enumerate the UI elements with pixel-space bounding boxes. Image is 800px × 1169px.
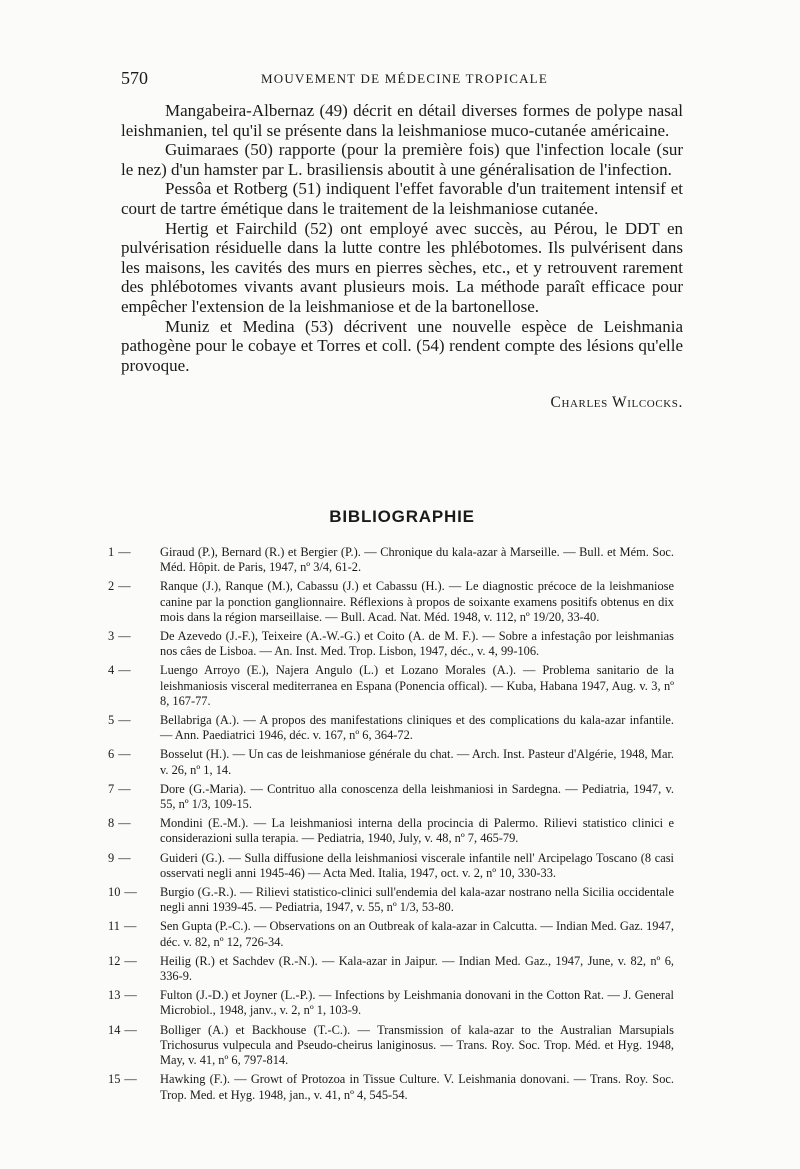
- entry-number: 7: [108, 781, 115, 796]
- entry-number: 14: [108, 1022, 121, 1037]
- entry-text: Ranque (J.), Ranque (M.), Cabassu (J.) et Cabassu (H.). — Le diagnostic précoce de la leishmaniose canine par la ponction ganglionnaire. Réflexions à propos de soixante examens positifs obtenus en dix mois dans la région marseillaise. — Bull. Acad. Nat. Méd. 1948, v. 112, nº 19/20, 33-40.: [160, 579, 674, 624]
- entry-text: Mondini (E.-M.). — La leishmaniosi interna della procincia di Palermo. Rilievi statistico clinici e considerazioni sulla terapia. — Pediatria, 1940, July, v. 48, nº 7, 465-79.: [160, 816, 674, 846]
- bibliography-entry: 3 — De Azevedo (J.-F.), Teixeire (A.-W.-G.) et Coito (A. de M. F.). — Sobre a infestaçâo por leishmanias nos câes de Lisboa. — An. Inst. Med. Trop. Lisbon, 1947, déc., v. 4, 99-106.: [108, 629, 674, 659]
- entry-number: 15: [108, 1072, 121, 1087]
- bibliography-entry: 13 — Fulton (J.-D.) et Joyner (L.-P.). — Infections by Leishmania donovani in the Cotton Rat. — J. General Microbiol., 1948, janv., v. 2, nº 1, 103-9.: [108, 988, 674, 1018]
- paragraph: Muniz et Medina (53) décrivent une nouvelle espèce de Leishmania pathogène pour le cobaye et Torres et coll. (54) rendent compte des lésions qu'elle provoque.: [121, 316, 683, 375]
- entry-text: Luengo Arroyo (E.), Najera Angulo (L.) et Lozano Morales (A.). — Problema sanitario de la leishmaniosis visceral mediterranea en Espana (Ponencia offical). — Kuba, Habana 1947, Aug. v. 3, nº 8, 167-77.: [160, 663, 674, 708]
- bibliography-title: BIBLIOGRAPHIE: [329, 507, 475, 526]
- article-body: [121, 101, 683, 413]
- entry-text: Heilig (R.) et Sachdev (R.-N.). — Kala-azar in Jaipur. — Indian Med. Gaz., 1947, June, v. 82, nº 6, 336-9.: [160, 953, 674, 984]
- bibliography-entry: 10 — Burgio (G.-R.). — Rilievi statistico-clinici sull'endemia del kala-azar nostrano nella Sicilia occidentale negli anni 1939-45. — Pediatria, 1947, v. 55, nº 1/3, 53-80.: [108, 885, 674, 915]
- entry-text: Guideri (G.). — Sulla diffusione della leishmaniosi viscerale infantile nell' Arcipelago Toscano (8 casi osservati negli anni 1945-46) — Acta Med. Italia, 1947, oct. v. 2, nº 10, 330-33.: [160, 850, 674, 880]
- entry-text: Bellabriga (A.). — A propos des manifestations cliniques et des complications du kala-azar infantile. — Ann. Paediatrici 1946, déc. v. 167, nº 6, 364-72.: [160, 713, 674, 743]
- bibliography-entry: 12 — Heilig (R.) et Sachdev (R.-N.). — Kala-azar in Jaipur. — Indian Med. Gaz., 1947, June, v. 82, nº 6, 336-9.: [108, 953, 674, 984]
- entry-text: Dore (G.-Maria). — Contrituo alla conoscenza della leishmaniosi in Sardegna. — Pediatria, 1947, v. 55, nº 1/3, 109-15.: [160, 781, 674, 812]
- bibliography-list: [108, 545, 674, 1107]
- entry-number: 9: [108, 850, 115, 865]
- author-signature: Charles Wilcocks.: [550, 394, 683, 412]
- bibliography-entry: 2 — Ranque (J.), Ranque (M.), Cabassu (J.) et Cabassu (H.). — Le diagnostic précoce de la leishmaniose canine par la ponction ganglionnaire. Réflexions à propos de soixante examens positifs obtenus en dix mois dans la région marseillaise. — Bull. Acad. Nat. Méd. 1948, v. 112, nº 19/20, 33-40.: [108, 579, 674, 624]
- bibliography-entry: 6 — Bosselut (H.). — Un cas de leishmaniose générale du chat. — Arch. Inst. Pasteur d'Algérie, 1948, Mar. v. 26, nº 1, 14.: [108, 747, 674, 777]
- page-number: 570: [121, 68, 148, 88]
- entry-text: Burgio (G.-R.). — Rilievi statistico-clinici sull'endemia del kala-azar nostrano nella Sicilia occidentale negli anni 1939-45. — Pediatria, 1947, v. 55, nº 1/3, 53-80.: [160, 885, 674, 915]
- entry-text: Bosselut (H.). — Un cas de leishmaniose générale du chat. — Arch. Inst. Pasteur d'Algérie, 1948, Mar. v. 26, nº 1, 14.: [160, 747, 674, 777]
- entry-number: 8: [108, 816, 115, 831]
- bibliography-entry: 4 — Luengo Arroyo (E.), Najera Angulo (L.) et Lozano Morales (A.). — Problema sanitario de la leishmaniosis visceral mediterranea en Espana (Ponencia offical). — Kuba, Habana 1947, Aug. v. 3, nº 8, 167-77.: [108, 663, 674, 708]
- entry-number: 13: [108, 988, 121, 1003]
- paragraph: Mangabeira-Albernaz (49) décrit en détail diverses formes de polype nasal leishmanien, tel qu'il se présente dans la leishmaniose muco-cutanée américaine.: [121, 101, 683, 140]
- bibliography-entry: 5 — Bellabriga (A.). — A propos des manifestations cliniques et des complications du kala-azar infantile. — Ann. Paediatrici 1946, déc. v. 167, nº 6, 364-72.: [108, 713, 674, 743]
- running-title: MOUVEMENT DE MÉDECINE TROPICALE: [261, 71, 548, 86]
- entry-number: 10: [108, 885, 121, 900]
- entry-number: 5: [108, 713, 115, 728]
- entry-text: Fulton (J.-D.) et Joyner (L.-P.). — Infections by Leishmania donovani in the Cotton Rat. — J. General Microbiol., 1948, janv., v. 2, nº 1, 103-9.: [160, 988, 674, 1018]
- bibliography-entry: 9 — Guideri (G.). — Sulla diffusione della leishmaniosi viscerale infantile nell' Arcipelago Toscano (8 casi osservati negli anni 1945-46) — Acta Med. Italia, 1947, oct. v. 2, nº 10, 330-33.: [108, 850, 674, 880]
- entry-text: Hawking (F.). — Growt of Protozoa in Tissue Culture. V. Leishmania donovani. — Trans. Roy. Soc. Trop. Med. et Hyg. 1948, jan., v. 41, nº 4, 545-54.: [160, 1072, 674, 1102]
- paragraph: Guimaraes (50) rapporte (pour la première fois) que l'infection locale (sur le nez) d'un hamster par L. brasiliensis aboutit à une généralisation de l'infection.: [121, 140, 683, 179]
- bibliography-entry: 14 — Bolliger (A.) et Backhouse (T.-C.). — Transmission of kala-azar to the Australian Marsupials Trichosurus vulpecula and Pseudo-cheirus laniginosus. — Trans. Roy. Soc. Trop. Méd. et Hyg. 1948, May, v. 41, nº 6, 797-814.: [108, 1022, 674, 1068]
- page-header: [121, 68, 681, 90]
- entry-number: 11: [108, 919, 120, 934]
- entry-number: 6: [108, 747, 115, 762]
- entry-text: Bolliger (A.) et Backhouse (T.-C.). — Transmission of kala-azar to the Australian Marsupials Trichosurus vulpecula and Pseudo-cheirus laniginosus. — Trans. Roy. Soc. Trop. Méd. et Hyg. 1948, May, v. 41, nº 6, 797-814.: [160, 1022, 674, 1068]
- entry-text: Sen Gupta (P.-C.). — Observations on an Outbreak of kala-azar in Calcutta. — Indian Med. Gaz. 1947, déc. v. 82, nº 12, 726-34.: [160, 919, 674, 949]
- entry-number: 1: [108, 545, 115, 559]
- paragraph: Hertig et Fairchild (52) ont employé avec succès, au Pérou, le DDT en pulvérisation résiduelle dans la lutte contre les phlébotomes. Ils pulvérisent dans les maisons, les cavités des murs en pierres sèches, etc., et y retrouvent rarement des phlébotomes vivants avant plusieurs mois. La méthode paraît efficace pour empêcher l'extension de la leishmaniose et de la bartonellose.: [121, 218, 683, 316]
- entry-number: 12: [108, 953, 121, 968]
- bibliography-entry: 7 — Dore (G.-Maria). — Contrituo alla conoscenza della leishmaniosi in Sardegna. — Pediatria, 1947, v. 55, nº 1/3, 109-15.: [108, 781, 674, 812]
- entry-text: Giraud (P.), Bernard (R.) et Bergier (P.). — Chronique du kala-azar à Marseille. — Bull. et Mém. Soc. Méd. Hôpit. de Paris, 1947, nº 3/4, 61-2.: [160, 545, 674, 575]
- paragraph: Pessôa et Rotberg (51) indiquent l'effet favorable d'un traitement intensif et court de tartre émétique dans le traitement de la leishmaniose cutanée.: [121, 179, 683, 218]
- entry-number: 3: [108, 629, 115, 644]
- bibliography-entry: 11 — Sen Gupta (P.-C.). — Observations on an Outbreak of kala-azar in Calcutta. — Indian Med. Gaz. 1947, déc. v. 82, nº 12, 726-34.: [108, 919, 674, 949]
- bibliography-entry: 15 — Hawking (F.). — Growt of Protozoa in Tissue Culture. V. Leishmania donovani. — Trans. Roy. Soc. Trop. Med. et Hyg. 1948, jan., v. 41, nº 4, 545-54.: [108, 1072, 674, 1102]
- entry-number: 2: [108, 579, 115, 594]
- entry-text: De Azevedo (J.-F.), Teixeire (A.-W.-G.) et Coito (A. de M. F.). — Sobre a infestaçâo por leishmanias nos câes de Lisboa. — An. Inst. Med. Trop. Lisbon, 1947, déc., v. 4, 99-106.: [160, 629, 674, 659]
- bibliography-entry: 1 — Giraud (P.), Bernard (R.) et Bergier (P.). — Chronique du kala-azar à Marseille. — Bull. et Mém. Soc. Méd. Hôpit. de Paris, 1947, nº 3/4, 61-2.: [108, 545, 674, 575]
- bibliography-entry: 8 — Mondini (E.-M.). — La leishmaniosi interna della procincia di Palermo. Rilievi statistico clinici e considerazioni sulla terapia. — Pediatria, 1940, July, v. 48, nº 7, 465-79.: [108, 816, 674, 846]
- entry-number: 4: [108, 663, 115, 678]
